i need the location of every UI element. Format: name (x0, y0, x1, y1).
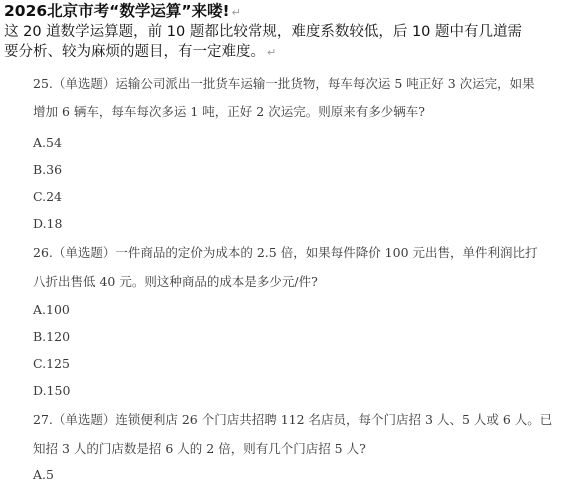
intro-line-2-row (4, 43, 570, 62)
question-26-line-2: 八折出售低 40 元。则这种商品的成本是多少元/件? (33, 274, 318, 289)
question-25-option-a: A.54 (33, 135, 62, 150)
question-26-option-d: D.150 (33, 383, 71, 398)
intro-line-1: 这 20 道数学运算题，前 10 题都比较常规，难度系数较低，后 10 题中有几道需 (4, 24, 523, 40)
intro-line-2: 要分析、较为麻烦的题目，有一定难度。 (4, 44, 265, 60)
question-27-line-1: 27.（单选题）连锁便利店 26 个门店共招聘 112 名店员，每个门店招 3 人、5 人或 6 人。已 (33, 412, 553, 427)
question-26-option-b: B.120 (33, 329, 71, 344)
document-title: 2026北京市考“数学运算”来喽! (4, 2, 230, 20)
question-26-line-1: 26.（单选题）一件商品的定价为成本的 2.5 倍，如果每件降价 100 元出售，单件利润比打 (33, 245, 538, 260)
question-26-option-a: A.100 (33, 302, 70, 317)
question-25-line-2: 增加 6 辆车，每车每次多运 1 吨，正好 2 次运完。则原来有多少辆车? (33, 104, 425, 119)
paragraph-mark-icon: ↵ (267, 46, 277, 59)
question-25-line-1: 25.（单选题）运输公司派出一批货车运输一批货物，每车每次运 5 吨正好 3 次运完，如果 (33, 76, 535, 91)
question-25-option-d: D.18 (33, 216, 63, 231)
intro-section (4, 2, 570, 62)
question-25-option-c: C.24 (33, 189, 62, 204)
question-27-option-a: A.5 (33, 467, 54, 482)
paragraph-mark-icon: ↵ (231, 6, 241, 19)
document-title-line (4, 2, 570, 22)
question-27-line-2: 知招 3 人的门店数是招 6 人的 2 倍，则有几个门店招 5 人? (33, 441, 366, 456)
question-26-option-c: C.125 (33, 356, 70, 371)
question-25-option-b: B.36 (33, 162, 63, 177)
